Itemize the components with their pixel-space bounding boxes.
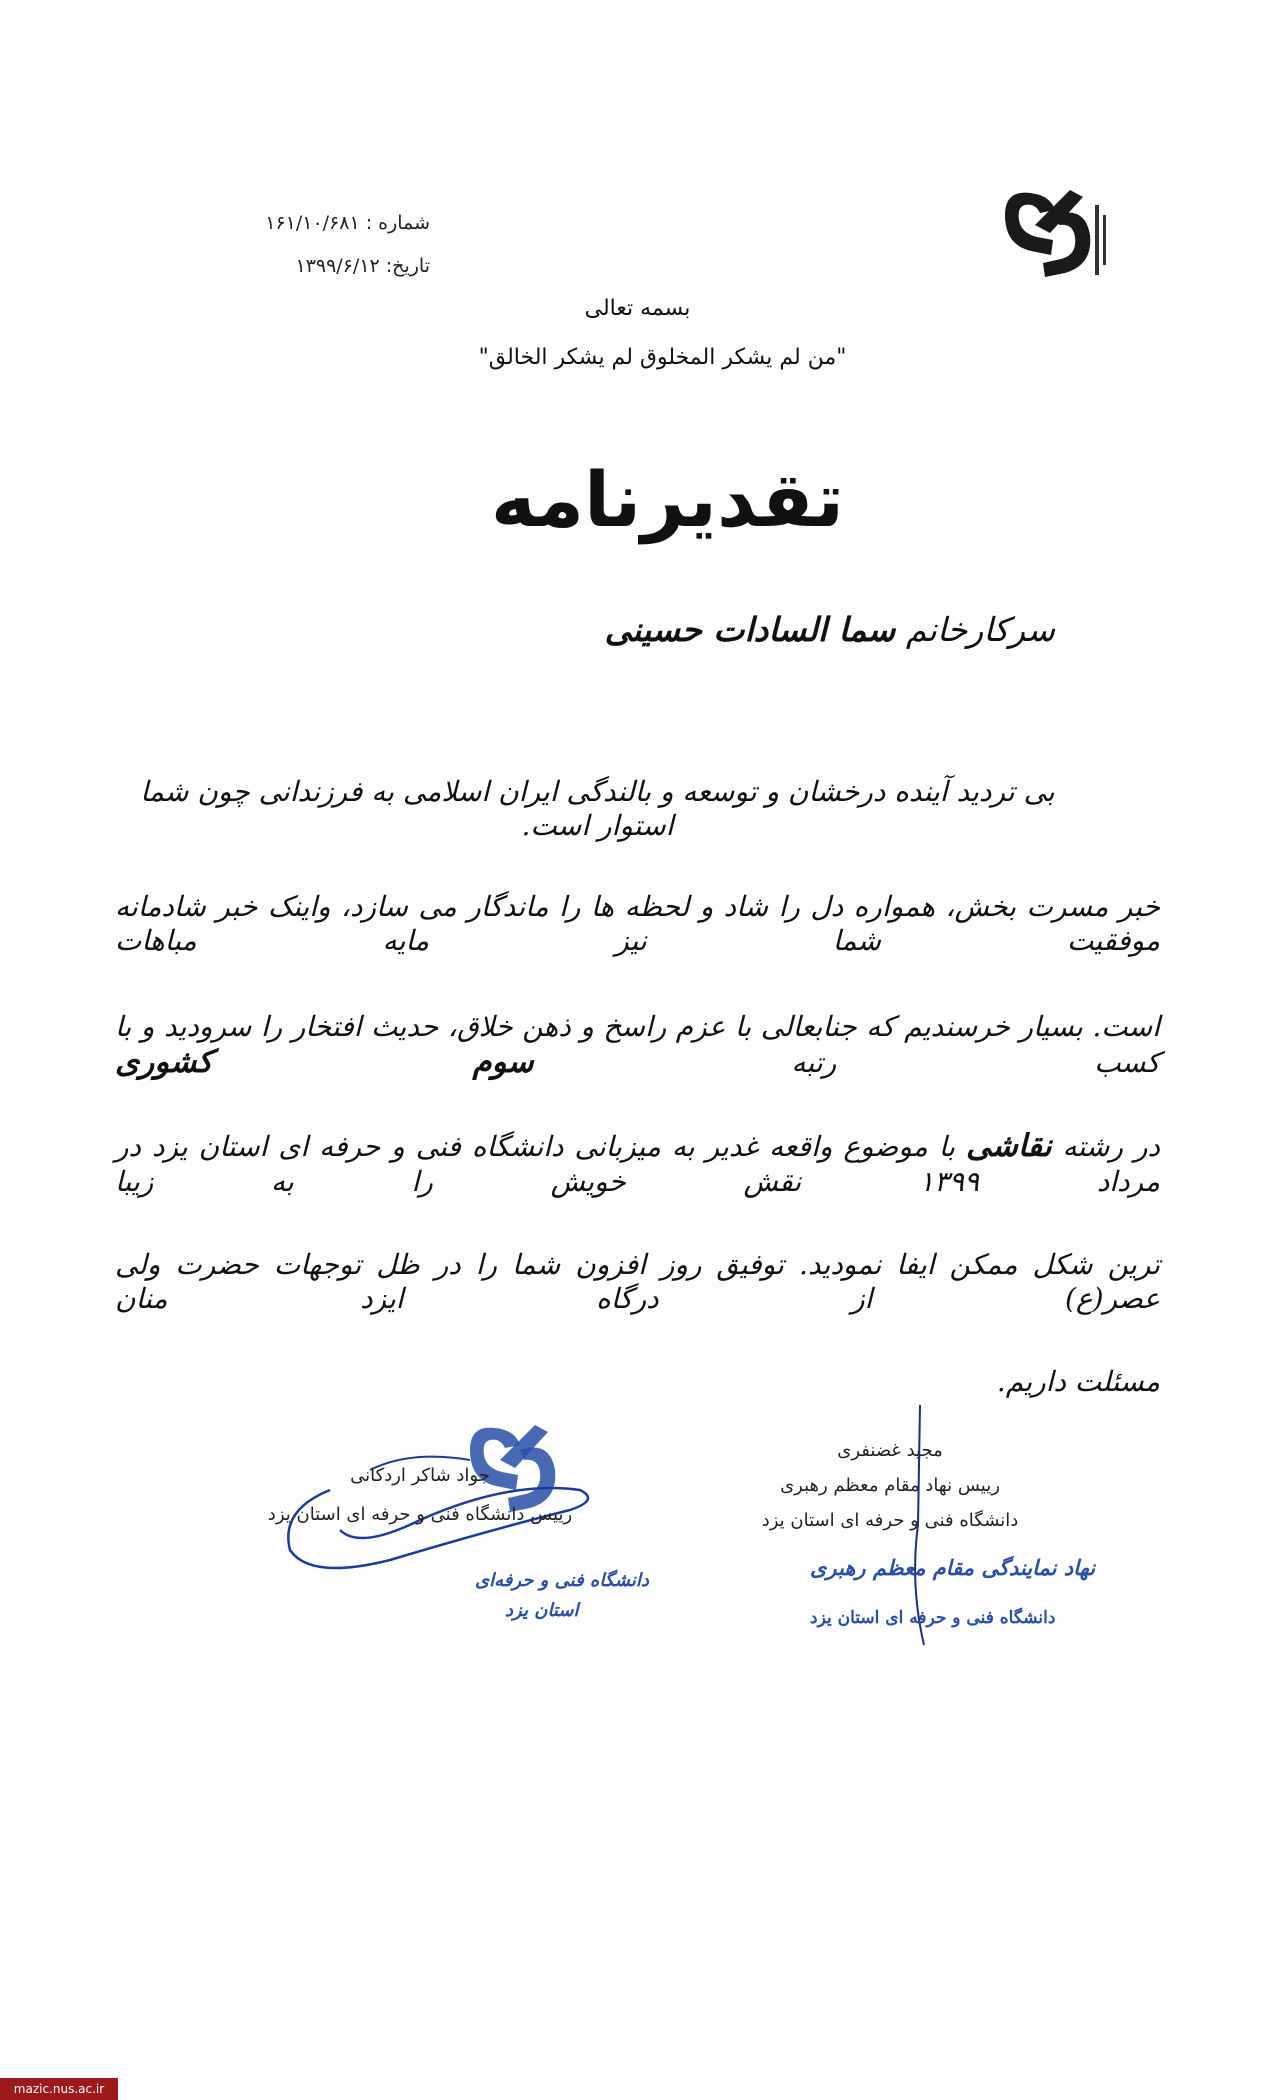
letter-date [170, 255, 430, 277]
body-line-4 [115, 1128, 1160, 1199]
body-line-4-start: در رشته [1062, 1130, 1161, 1163]
university-logo [995, 185, 1115, 295]
stamp-left-line1: دانشگاه فنی و حرفه‌ای [475, 1570, 649, 1591]
signer-right-org: دانشگاه فنی و حرفه ای استان یزد [761, 1510, 1019, 1531]
recipient-salutation: سرکارخانم [905, 610, 1055, 649]
number-value: ۱۶۱/۱۰/۶۸۱ [265, 212, 360, 234]
number-label: شماره : [365, 212, 430, 234]
recipient-name: سما السادات حسینی [604, 610, 896, 649]
university-logo-icon [995, 185, 1115, 295]
field-highlight: نقاشی [966, 1128, 1052, 1164]
body-line-6: مسئلت داریم. [996, 1365, 1160, 1398]
quote: "من لم یشکر المخلوق لم یشکر الخالق" [478, 345, 847, 370]
body-line-3-text: است. بسیار خرسندیم که جنابعالی با عزم راسخ و ذهن خلاق، حدیث افتخار را سرودید و با کسب رتبه [115, 1010, 1160, 1079]
body-line-5: ترین شکل ممکن ایفا نمودید. توفیق روز افزون شما را در ظل توجهات حضرت ولی عصر(ع) از درگاه ایزد منان [115, 1248, 1160, 1315]
stamp-right-line1: نهاد نمایندگی مقام معظم رهبری [810, 1555, 1096, 1580]
stamp-left-line2: استان یزد [505, 1600, 579, 1621]
source-tag: mazic.nus.ac.ir [0, 2078, 118, 2100]
body-line-4-end: با موضوع واقعه غدیر به میزبانی دانشگاه فنی و حرفه ای استان یزد در مرداد ۱۳۹۹ نقش خویش را به زیبا [115, 1130, 1160, 1199]
body-line-2: خبر مسرت بخش، همواره دل را شاد و لحظه ها را ماندگار می سازد، واینک خبر شادمانه موفقیت شما نیز مایه مباهات [115, 890, 1160, 957]
rank-highlight: سوم کشوری [115, 1043, 534, 1080]
stamp-right-line2: دانشگاه فنی و حرفه ای استان یزد [810, 1608, 1056, 1628]
signer-left-role: رییس دانشگاه فنی و حرفه ای استان یزد [267, 1504, 573, 1525]
date-value: ۱۳۹۹/۶/۱۲ [295, 255, 380, 277]
date-label: تاریخ: [385, 255, 430, 277]
page-title: تقدیرنامه [490, 455, 845, 544]
invocation: بسمه تعالی [584, 296, 691, 321]
signer-right-name: مجید غضنفری [837, 1440, 943, 1461]
signer-left-name: جواد شاکر اردکانی [350, 1465, 490, 1486]
letter-number [170, 212, 430, 234]
body-line-3 [115, 1010, 1160, 1081]
body-line-1: بی تردید آینده درخشان و توسعه و بالندگی ایران اسلامی به فرزندانی چون شما استوار است. [140, 775, 1055, 842]
signer-right-role: رییس نهاد مقام معظم رهبری [780, 1475, 1000, 1496]
signature-left [260, 1465, 580, 1525]
recipient [155, 610, 1055, 649]
